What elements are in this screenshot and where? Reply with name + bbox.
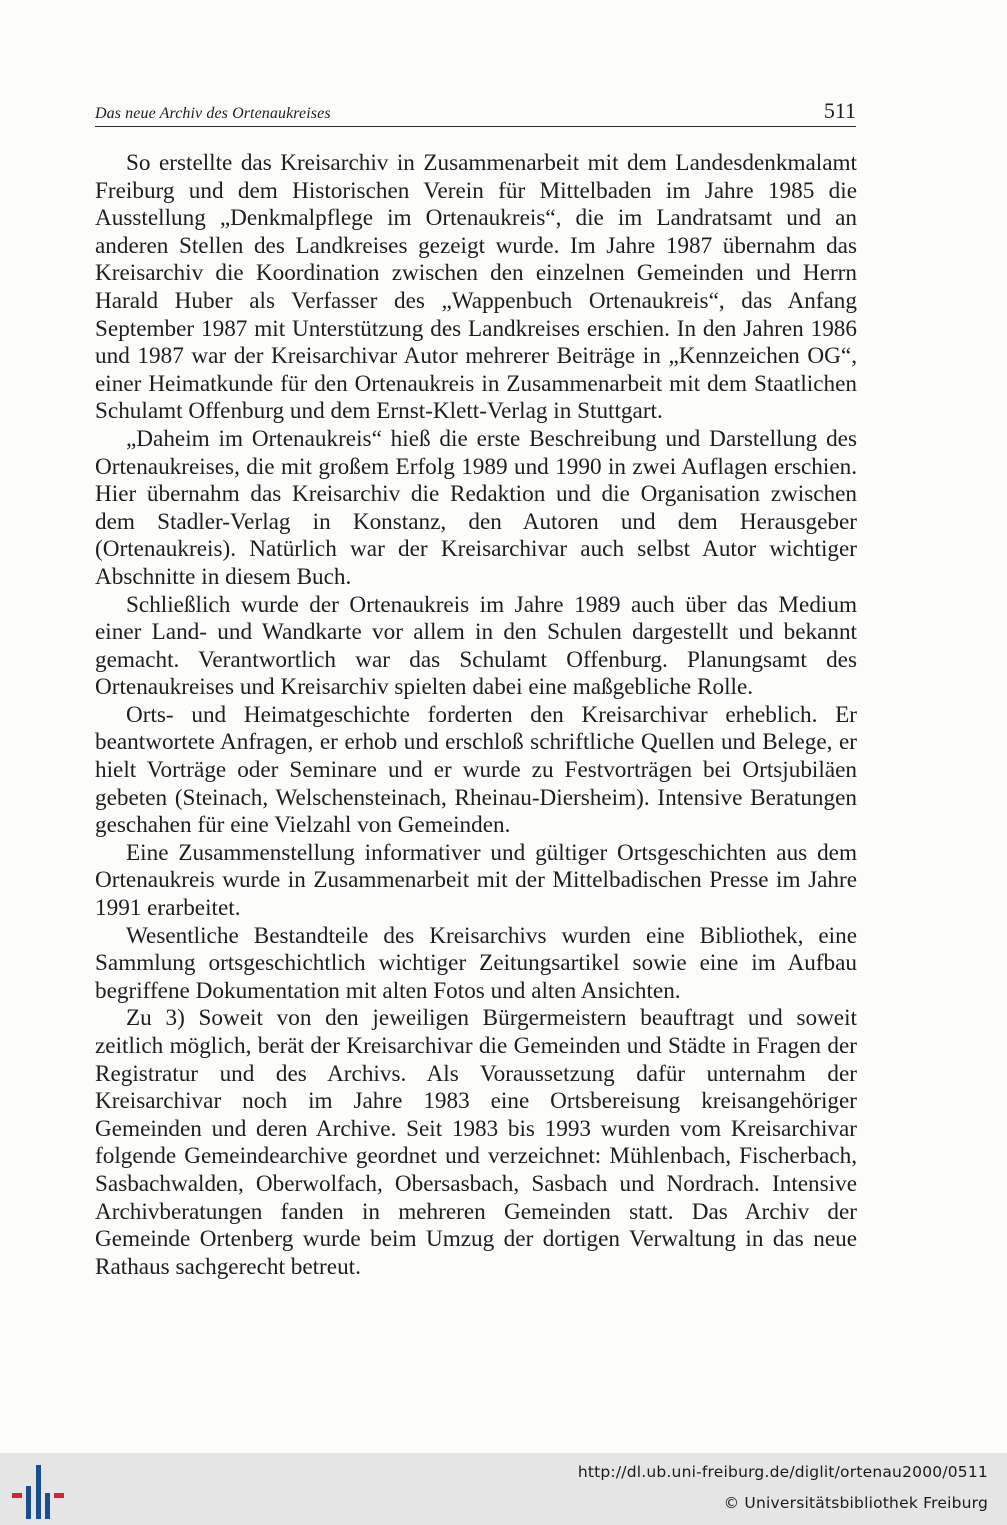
paragraph: So erstellte das Kreisarchiv in Zusammenarbeit mit dem Landesdenkmalamt Freiburg und dem Historischen Verein für Mittelbaden im Jahre 1985 die Ausstellung „Denkmalpflege im Ortenaukreis“, die im Landratsamt und an anderen Stellen des Landkreises gezeigt wurde. Im Jahre 1987 übernahm das Kreisarchiv die Koordination zwischen den einzelnen Gemeinden und Herrn Harald Huber als Verfasser des „Wappenbuch Ortenaukreis“, das Anfang September 1987 mit Unterstützung des Landkreises erschien. In den Jahren 1986 und 1987 war der Kreisarchivar Autor mehrerer Beiträge in „Kennzeichen OG“, einer Heimatkunde für den Ortenaukreis in Zusammenarbeit mit dem Staatlichen Schulamt Offenburg und dem Ernst-Klett-Verlag in Stuttgart. bbox=[95, 150, 857, 425]
paragraph: Schließlich wurde der Ortenaukreis im Jahre 1989 auch über das Medium einer Land- und Wandkarte vor allem in den Schulen dargestellt und bekannt gemacht. Verantwortlich war das Schulamt Offenburg. Planungsamt des Ortenaukreises und Kreisarchiv spielten dabei eine maßgebliche Rolle. bbox=[95, 591, 857, 701]
paragraph: „Daheim im Ortenaukreis“ hieß die erste Beschreibung und Darstellung des Ortenaukreises, die mit großem Erfolg 1989 und 1990 in zwei Auflagen erschien. Hier übernahm das Kreisarchiv die Redaktion und die Organisation zwischen dem Stadler-Verlag in Konstanz, den Autoren und dem Herausgeber (Ortenaukreis). Natürlich war der Kreisarchivar auch selbst Autor wichtiger Abschnitte in diesem Buch. bbox=[95, 425, 857, 590]
paragraph: Eine Zusammenstellung informativer und gültiger Ortsgeschichten aus dem Ortenaukreis wurde in Zusammenarbeit mit der Mittelbadischen Presse im Jahre 1991 erarbeitet. bbox=[95, 839, 857, 922]
body-text bbox=[95, 148, 857, 1281]
copyright-notice: © Universitätsbibliothek Freiburg bbox=[723, 1494, 988, 1512]
running-title: Das neue Archiv des Ortenaukreises bbox=[95, 105, 331, 122]
permalink-url[interactable]: http://dl.ub.uni-freiburg.de/diglit/ortenau2000/0511 bbox=[577, 1463, 988, 1481]
paragraph: Orts- und Heimatgeschichte forderten den Kreisarchivar erheblich. Er beantwortete Anfragen, er erhob und erschloß schriftliche Quellen und Belege, er hielt Vorträge oder Seminare und er wurde zu Festvorträgen bei Ortsjubiläen gebeten (Steinach, Welschensteinach, Rheinau-Diersheim). Intensive Beratungen geschahen für eine Vielzahl von Gemeinden. bbox=[95, 701, 857, 839]
page-number: 511 bbox=[823, 98, 856, 123]
paragraph: Wesentliche Bestandteile des Kreisarchivs wurden eine Bibliothek, eine Sammlung ortsgeschichtlich wichtiger Zeitungsartikel sowie eine im Aufbau begriffene Dokumentation mit alten Fotos und alten Ansichten. bbox=[95, 922, 857, 1004]
viewer-footer bbox=[0, 1453, 1007, 1525]
paragraph: Zu 3) Soweit von den jeweiligen Bürgermeistern beauftragt und soweit zeitlich möglich, berät der Kreisarchivar die Gemeinden und Städte in Fragen der Registratur und des Archivs. Als Voraussetzung dafür unternahm der Kreisarchivar noch im Jahre 1983 eine Ortsbereisung kreisangehöriger Gemeinden und deren Archive. Seit 1983 bis 1993 wurden vom Kreisarchivar folgende Gemeindearchive geordnet und verzeichnet: Mühlenbach, Fischerbach, Sasbachwalden, Oberwolfach, Obersasbach, Sasbach und Nordrach. Intensive Archivberatungen fanden in mehreren Gemeinden statt. Das Archiv der Gemeinde Ortenberg wurde beim Umzug der dortigen Verwaltung in das neue Rathaus sachgerecht betreut. bbox=[95, 1005, 857, 1280]
page-header bbox=[95, 96, 856, 127]
ub-freiburg-logo-icon bbox=[12, 1465, 64, 1519]
